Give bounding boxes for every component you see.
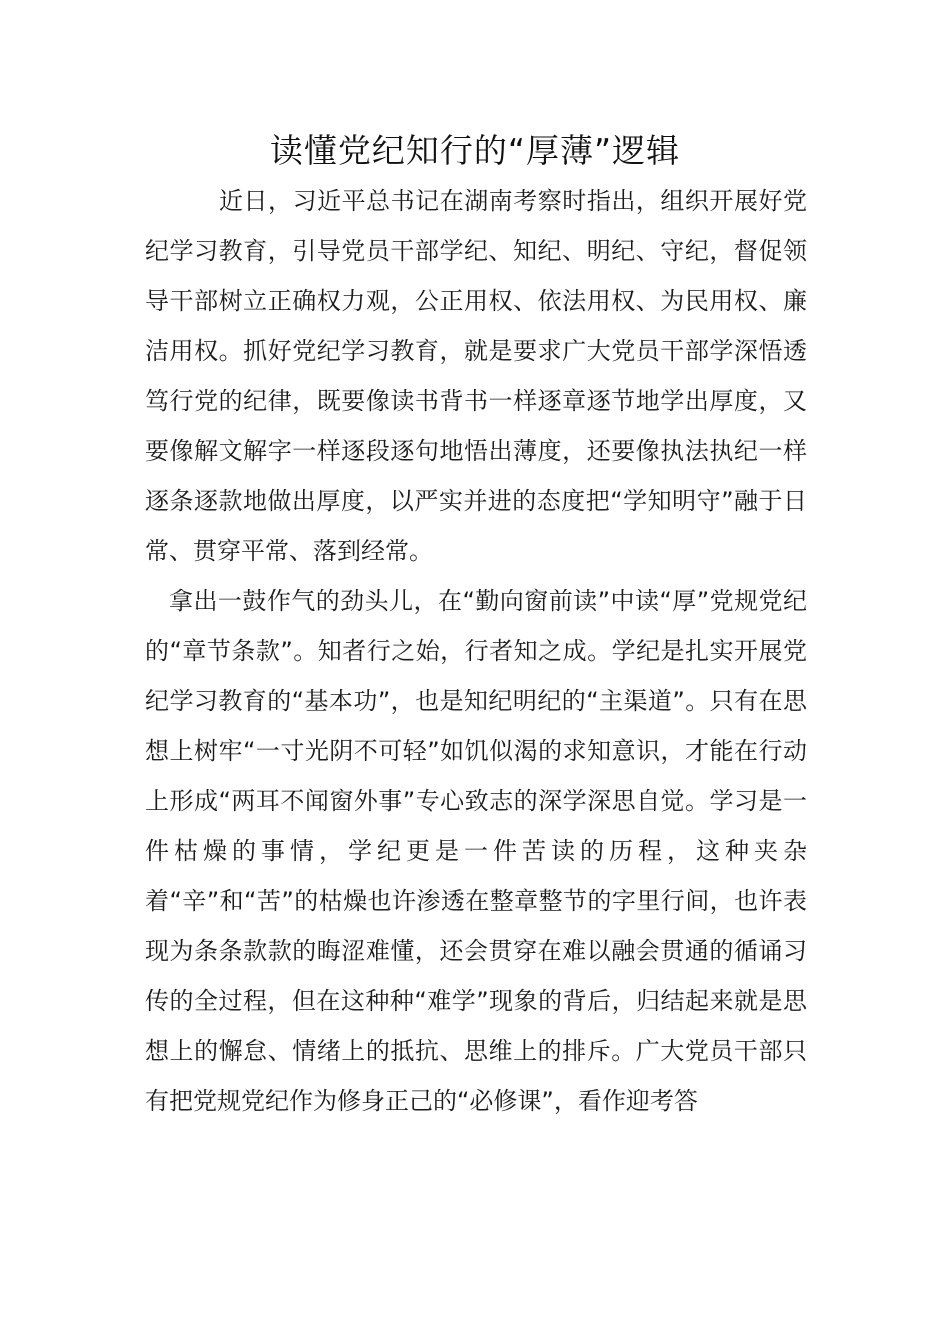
- document-title: 读懂党纪知行的“厚薄”逻辑: [269, 131, 681, 170]
- document-body: [145, 176, 807, 1126]
- paragraph-1: 近日，习近平总书记在湖南考察时指出，组织开展好党纪学习教育，引导党员干部学纪、知纪、明纪、守纪，督促领导干部树立正确权力观，公正用权、依法用权、为民用权、廉洁用权。抓好党纪学习教育，就是要求广大党员干部学深悟透笃行党的纪律，既要像读书背书一样逐章逐节地学出厚度，又要像解文解字一样逐段逐句地悟出薄度，还要像执法执纪一样逐条逐款地做出厚度，以严实并进的态度把“学知明守”融于日常、贯穿平常、落到经常。: [145, 187, 807, 565]
- paragraph-2: 拿出一鼓作气的劲头儿，在“勤向窗前读”中读“厚”党规党纪的“章节条款”。知者行之始，行者知之成。学纪是扎实开展党纪学习教育的“基本功”，也是知纪明纪的“主渠道”。只有在思想上树牢“一寸光阴不可轻”如饥似渴的求知意识，才能在行动上形成“两耳不闻窗外事”专心致志的深学深思自觉。学习是一件枯燥的事情，学纪更是一件苦读的历程，这种夹杂着“辛”和“苦”的枯燥也许渗透在整章整节的字里行间，也许表现为条条款款的晦涩难懂，还会贯穿在难以融会贯通的循诵习传的全过程，但在这种种“难学”现象的背后，归结起来就是思想上的懈怠、情绪上的抵抗、思维上的排斥。广大党员干部只有把党规党纪作为修身正己的“必修课”，看作迎考答: [145, 587, 807, 1115]
